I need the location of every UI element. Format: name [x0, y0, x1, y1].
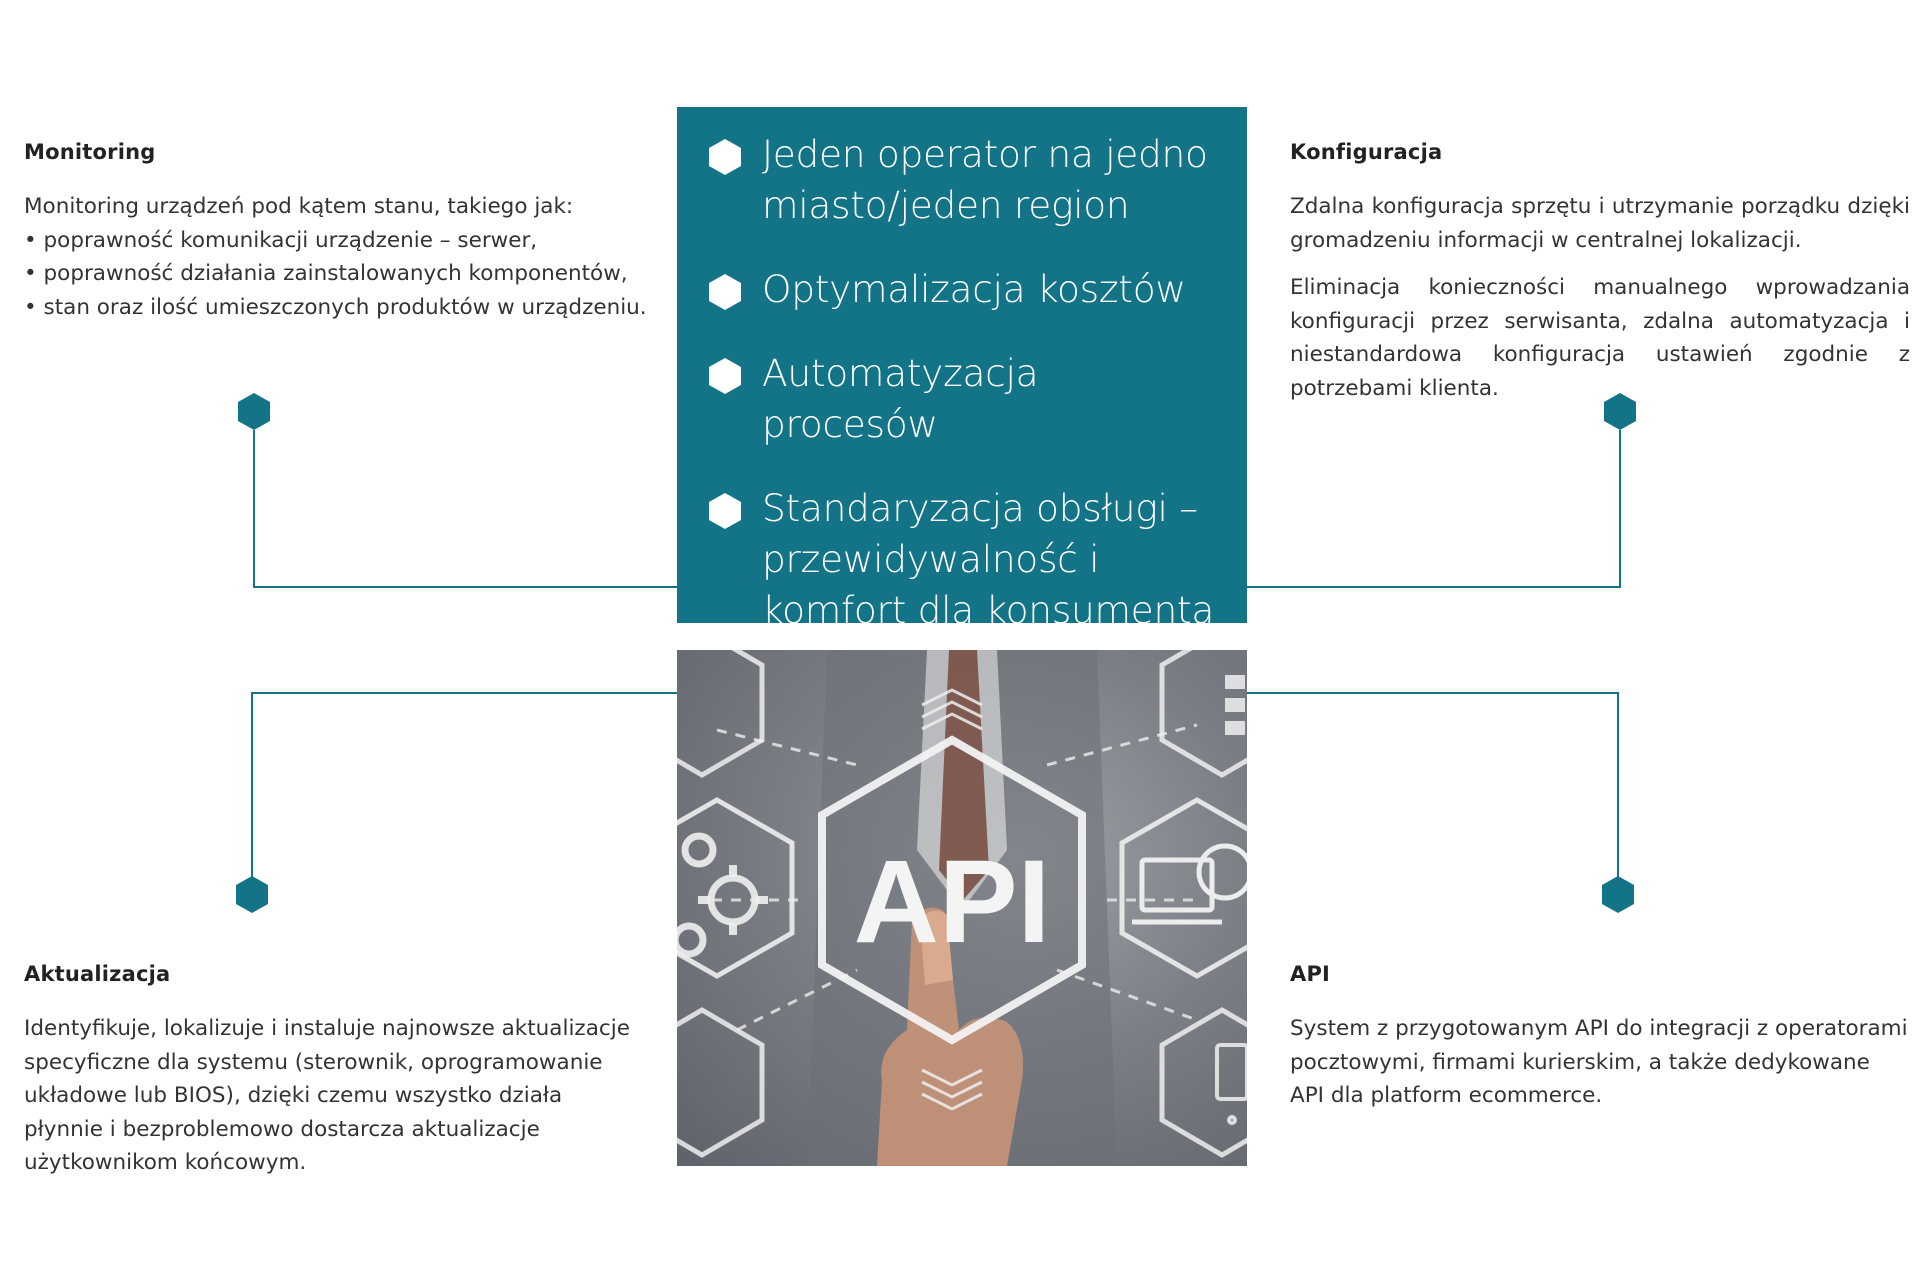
benefit-item — [709, 264, 1217, 315]
benefit-text: Automatyzacja procesów — [762, 351, 1039, 446]
monitoring-line: • poprawność działania zainstalowanych komponentów, — [24, 261, 628, 286]
laptop-icon — [1132, 846, 1247, 922]
monitoring-title: Monitoring — [24, 140, 156, 164]
konfiguracja-block — [1290, 140, 1910, 405]
phone-icon — [1217, 1045, 1247, 1123]
benefit-text: Standaryzacja obsługi – przewidywalność i komfort dla konsumenta — [762, 486, 1215, 632]
hexagon-bullet-icon — [709, 274, 741, 310]
node-hexagon-monitoring — [238, 393, 270, 430]
konfiguracja-paragraph: Eliminacja konieczności manualnego wprowadzania konfiguracji przez serwisanta, zdalna automatyzacja i niestandardowa konfiguracja ustawień zgodnie z potrzebami klienta. — [1290, 275, 1910, 401]
api-illustration — [677, 650, 1247, 1166]
monitoring-line: • stan oraz ilość umieszczonych produktów w urządzeniu. — [24, 294, 647, 320]
aktualizacja-block — [24, 962, 644, 1180]
document-icon — [1225, 675, 1245, 735]
monitoring-block — [24, 140, 664, 324]
connector-api — [1247, 693, 1618, 877]
monitoring-line: Monitoring urządzeń pod kątem stanu, takiego jak: — [24, 194, 574, 219]
konfiguracja-paragraph: Zdalna konfiguracja sprzętu i utrzymanie porządku dzięki gromadzeniu informacji w centralnej lokalizacji. — [1290, 194, 1910, 253]
konfiguracja-title: Konfiguracja — [1290, 140, 1443, 164]
aktualizacja-title: Aktualizacja — [24, 962, 171, 986]
benefits-box — [677, 107, 1247, 632]
hexagon-bullet-icon — [709, 139, 741, 175]
api-paragraph: System z przygotowanym API do integracji z operatorami pocztowymi, firmami kurierskim, a także dedykowane API dla platform ecommerce. — [1290, 1016, 1908, 1108]
aktualizacja-paragraph: Identyfikuje, lokalizuje i instaluje najnowsze aktualizacje specyficzne dla systemu (sterownik, oprogramowanie układowe lub BIOS), dzięki czemu wszystko działa płynnie i bezproblemowo dostarcza aktualizacje użytkownikom końcowym. — [24, 1016, 630, 1175]
api-photo — [677, 650, 1247, 1166]
monitoring-line: • poprawność komunikacji urządzenie – serwer, — [24, 227, 538, 253]
hexagon-bullet-icon — [709, 358, 741, 394]
connector-konfiguracja — [1247, 430, 1620, 587]
gears-icon — [677, 836, 755, 954]
node-hexagon-api — [1602, 876, 1634, 913]
hexagon-bullet-icon — [709, 493, 741, 529]
connector-monitoring — [254, 430, 677, 587]
api-title: API — [1290, 962, 1331, 986]
benefit-item — [709, 483, 1217, 636]
api-photo-label: API — [853, 836, 1051, 968]
node-hexagon-aktualizacja — [236, 876, 268, 913]
benefit-text: Optymalizacja kosztów — [762, 267, 1186, 311]
benefit-item — [709, 348, 1217, 450]
connector-aktualizacja — [252, 693, 677, 877]
api-block — [1290, 962, 1910, 1113]
benefit-item — [709, 129, 1217, 231]
benefit-text: Jeden operator na jedno miasto/jeden region — [762, 132, 1208, 227]
